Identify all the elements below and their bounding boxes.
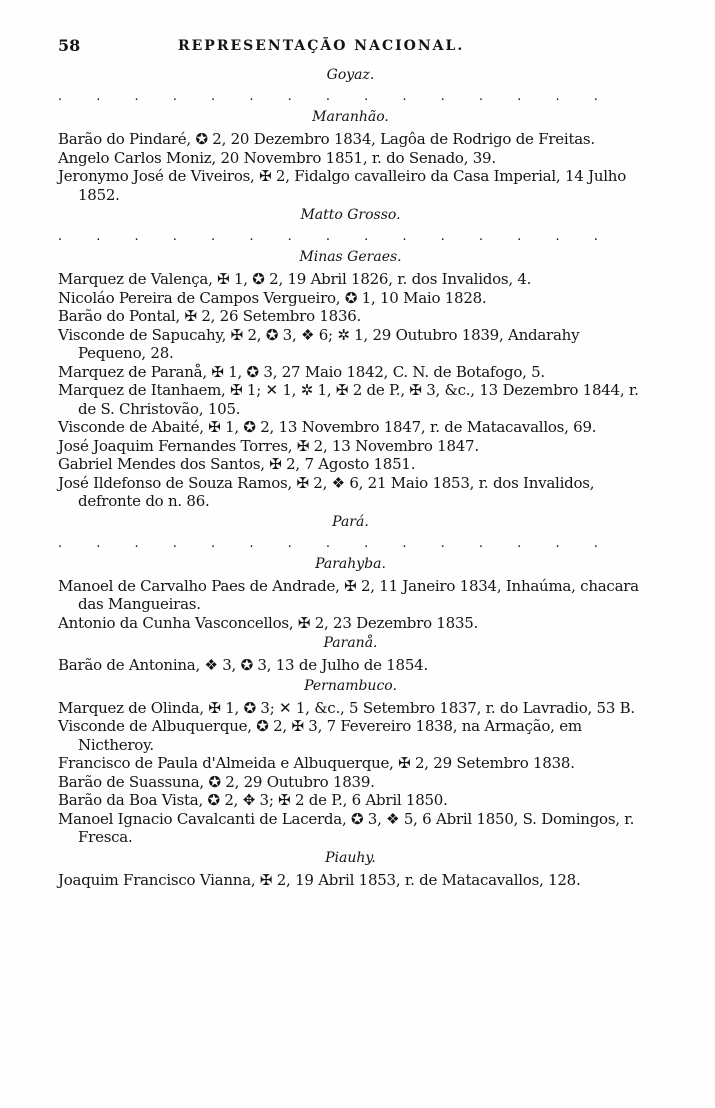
province-heading: Pernambuco. bbox=[304, 677, 397, 694]
province-heading: Goyaz. bbox=[326, 67, 375, 83]
member-entry: Manoel Ignacio Cavalcanti de Lacerda, ✪ 3, ❖ 5, 6 Abril 1850, S. Domingos, r. Fresca. bbox=[58, 809, 635, 846]
member-entry: Gabriel Mendes dos Santos, ✠ 2, 7 Agosto 1851. bbox=[58, 455, 416, 473]
member-entry: José Joaquim Fernandes Torres, ✠ 2, 13 Novembro 1847. bbox=[58, 436, 479, 455]
member-entry: Visconde de Albuquerque, ✪ 2, ✠ 3, 7 Fevereiro 1838, na Armação, em Nictheroy. bbox=[58, 717, 582, 754]
member-entry: Jeronymo José de Viveiros, ✠ 2, Fidalgo cavalleiro da Casa Imperial, 14 Julho 1852. bbox=[58, 167, 626, 204]
province-heading: Pará. bbox=[332, 513, 369, 530]
member-entry: José Ildefonso de Souza Ramos, ✠ 2, ❖ 6, 21 Maio 1853, r. dos Invalidos, defronte do n. 86. bbox=[58, 473, 595, 510]
member-entry: Nicoláo Pereira de Campos Vergueiro, ✪ 1, 10 Maio 1828. bbox=[58, 288, 487, 307]
province-heading: Piauhy. bbox=[325, 849, 376, 866]
page-number: 58 bbox=[58, 36, 81, 55]
member-entry: Marquez de Olinda, ✠ 1, ✪ 3; ✕ 1, &c., 5 Setembro 1837, r. do Lavradio, 53 B. bbox=[58, 698, 635, 717]
member-entry: Manoel de Carvalho Paes de Andrade, ✠ 2, 11 Janeiro 1834, Inhaúma, chacara das Mangueiras. bbox=[58, 576, 639, 613]
ellipsis-row: . . . . . . . . . . . . . . . bbox=[58, 89, 613, 104]
ellipsis-row: . . . . . . . . . . . . . . . bbox=[58, 535, 613, 551]
province-heading: Maranhão. bbox=[312, 109, 389, 125]
member-entry: Visconde de Abaité, ✠ 1, ✪ 2, 13 Novembro 1847, r. de Matacavallos, 69. bbox=[58, 418, 597, 436]
province-heading: Minas Geraes. bbox=[299, 249, 402, 265]
province-heading: Parahyba. bbox=[315, 555, 386, 572]
member-entry: Visconde de Sapucahy, ✠ 2, ✪ 3, ❖ 6; ✲ 1, 29 Outubro 1839, Andarahy Pequeno, 28. bbox=[58, 325, 580, 362]
member-entry: Marquez de Itanhaem, ✠ 1; ✕ 1, ✲ 1, ✠ 2 de P., ✠ 3, &c., 13 Dezembro 1844, r. de S. Christovão, 105. bbox=[58, 381, 639, 418]
province-list bbox=[58, 64, 643, 889]
member-entry: Barão do Pontal, ✠ 2, 26 Setembro 1836. bbox=[58, 307, 362, 325]
member-entry: Marquez de Valença, ✠ 1, ✪ 2, 19 Abril 1826, r. dos Invalidos, 4. bbox=[58, 270, 532, 288]
member-entry: Antonio da Cunha Vasconcellos, ✠ 2, 23 Dezembro 1835. bbox=[58, 613, 479, 632]
member-entry: Francisco de Paula d'Almeida e Albuquerque, ✠ 2, 29 Setembro 1838. bbox=[58, 754, 575, 772]
member-entry: Barão do Pindaré, ✪ 2, 20 Dezembro 1834, Lagôa de Rodrigo de Freitas. bbox=[58, 130, 595, 148]
member-entry: Marquez de Paranå, ✠ 1, ✪ 3, 27 Maio 1842, C. N. de Botafogo, 5. bbox=[58, 362, 545, 381]
member-entry: Barão de Antonina, ❖ 3, ✪ 3, 13 de Julho de 1854. bbox=[58, 656, 428, 674]
province-heading: Paranå. bbox=[323, 635, 378, 651]
member-entry: Barão da Boa Vista, ✪ 2, ✥ 3; ✠ 2 de P., 6 Abril 1850. bbox=[58, 791, 448, 809]
page-header bbox=[58, 36, 648, 58]
ellipsis-row: . . . . . . . . . . . . . . . bbox=[58, 229, 613, 244]
member-entry: Angelo Carlos Moniz, 20 Novembro 1851, r. do Senado, 39. bbox=[58, 148, 496, 167]
province-heading: Matto Grosso. bbox=[300, 207, 401, 223]
member-entry: Joaquim Francisco Vianna, ✠ 2, 19 Abril 1853, r. de Matacavallos, 128. bbox=[58, 870, 581, 889]
member-entry: Barão de Suassuna, ✪ 2, 29 Outubro 1839. bbox=[58, 772, 375, 791]
running-title: REPRESENTAÇÃO NACIONAL. bbox=[178, 38, 465, 54]
